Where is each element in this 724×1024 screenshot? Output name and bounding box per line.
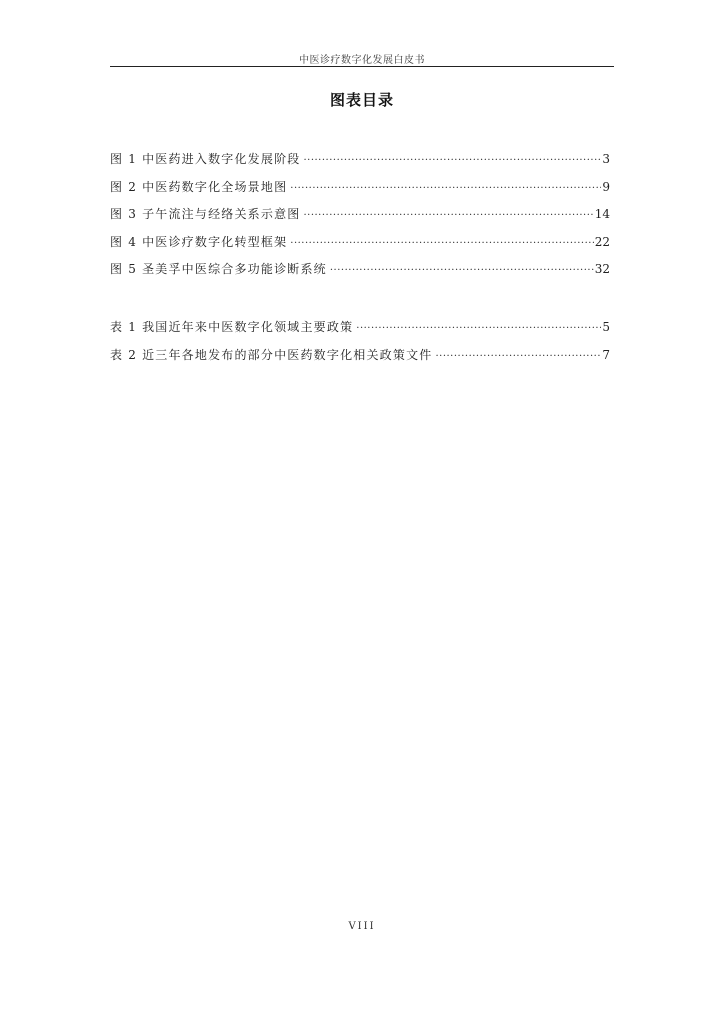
toc-entry-figure-4[interactable] xyxy=(110,233,610,261)
toc-entry-figure-2[interactable] xyxy=(110,178,610,206)
page-number: VIII xyxy=(348,921,376,932)
dot-leader xyxy=(290,180,601,198)
dot-leader xyxy=(290,235,593,253)
toc-entry-figure-1[interactable] xyxy=(110,150,610,178)
toc-entry-label: 图 1 中医药进入数字化发展阶段 xyxy=(110,152,301,166)
toc-entry-label: 图 3 子午流注与经络关系示意图 xyxy=(110,207,301,221)
toc-entry-table-1[interactable] xyxy=(110,318,610,346)
dot-leader xyxy=(356,320,601,338)
toc-entry-page: 32 xyxy=(594,262,610,276)
toc-entry-table-2[interactable] xyxy=(110,346,610,374)
toc-entry-label: 图 5 圣美孚中医综合多功能诊断系统 xyxy=(110,262,327,276)
toc-entry-page: 3 xyxy=(602,152,610,166)
toc-entry-label: 表 1 我国近年来中医数字化领域主要政策 xyxy=(110,320,354,334)
toc-entry-page: 7 xyxy=(602,347,610,362)
dot-leader xyxy=(303,207,593,225)
running-header: 中医诊疗数字化发展白皮书 xyxy=(299,55,425,66)
dot-leader xyxy=(330,262,594,280)
toc-entry-label: 图 4 中医诊疗数字化转型框架 xyxy=(110,234,288,249)
toc-entry-page: 9 xyxy=(602,179,610,194)
table-list xyxy=(110,318,610,373)
dot-leader xyxy=(303,152,601,170)
toc-entry-figure-3[interactable] xyxy=(110,205,610,233)
dot-leader xyxy=(435,348,601,366)
toc-entry-page: 22 xyxy=(594,234,610,249)
toc-title: 图表目录 xyxy=(329,91,394,109)
header-rule xyxy=(110,66,614,67)
toc-entry-figure-5[interactable] xyxy=(110,260,610,288)
figure-list xyxy=(110,150,610,288)
toc-entry-label: 图 2 中医药数字化全场景地图 xyxy=(110,179,288,194)
toc-entry-label: 表 2 近三年各地发布的部分中医药数字化相关政策文件 xyxy=(110,347,433,362)
toc-entry-page: 5 xyxy=(602,320,610,334)
toc-entry-page: 14 xyxy=(594,207,610,221)
